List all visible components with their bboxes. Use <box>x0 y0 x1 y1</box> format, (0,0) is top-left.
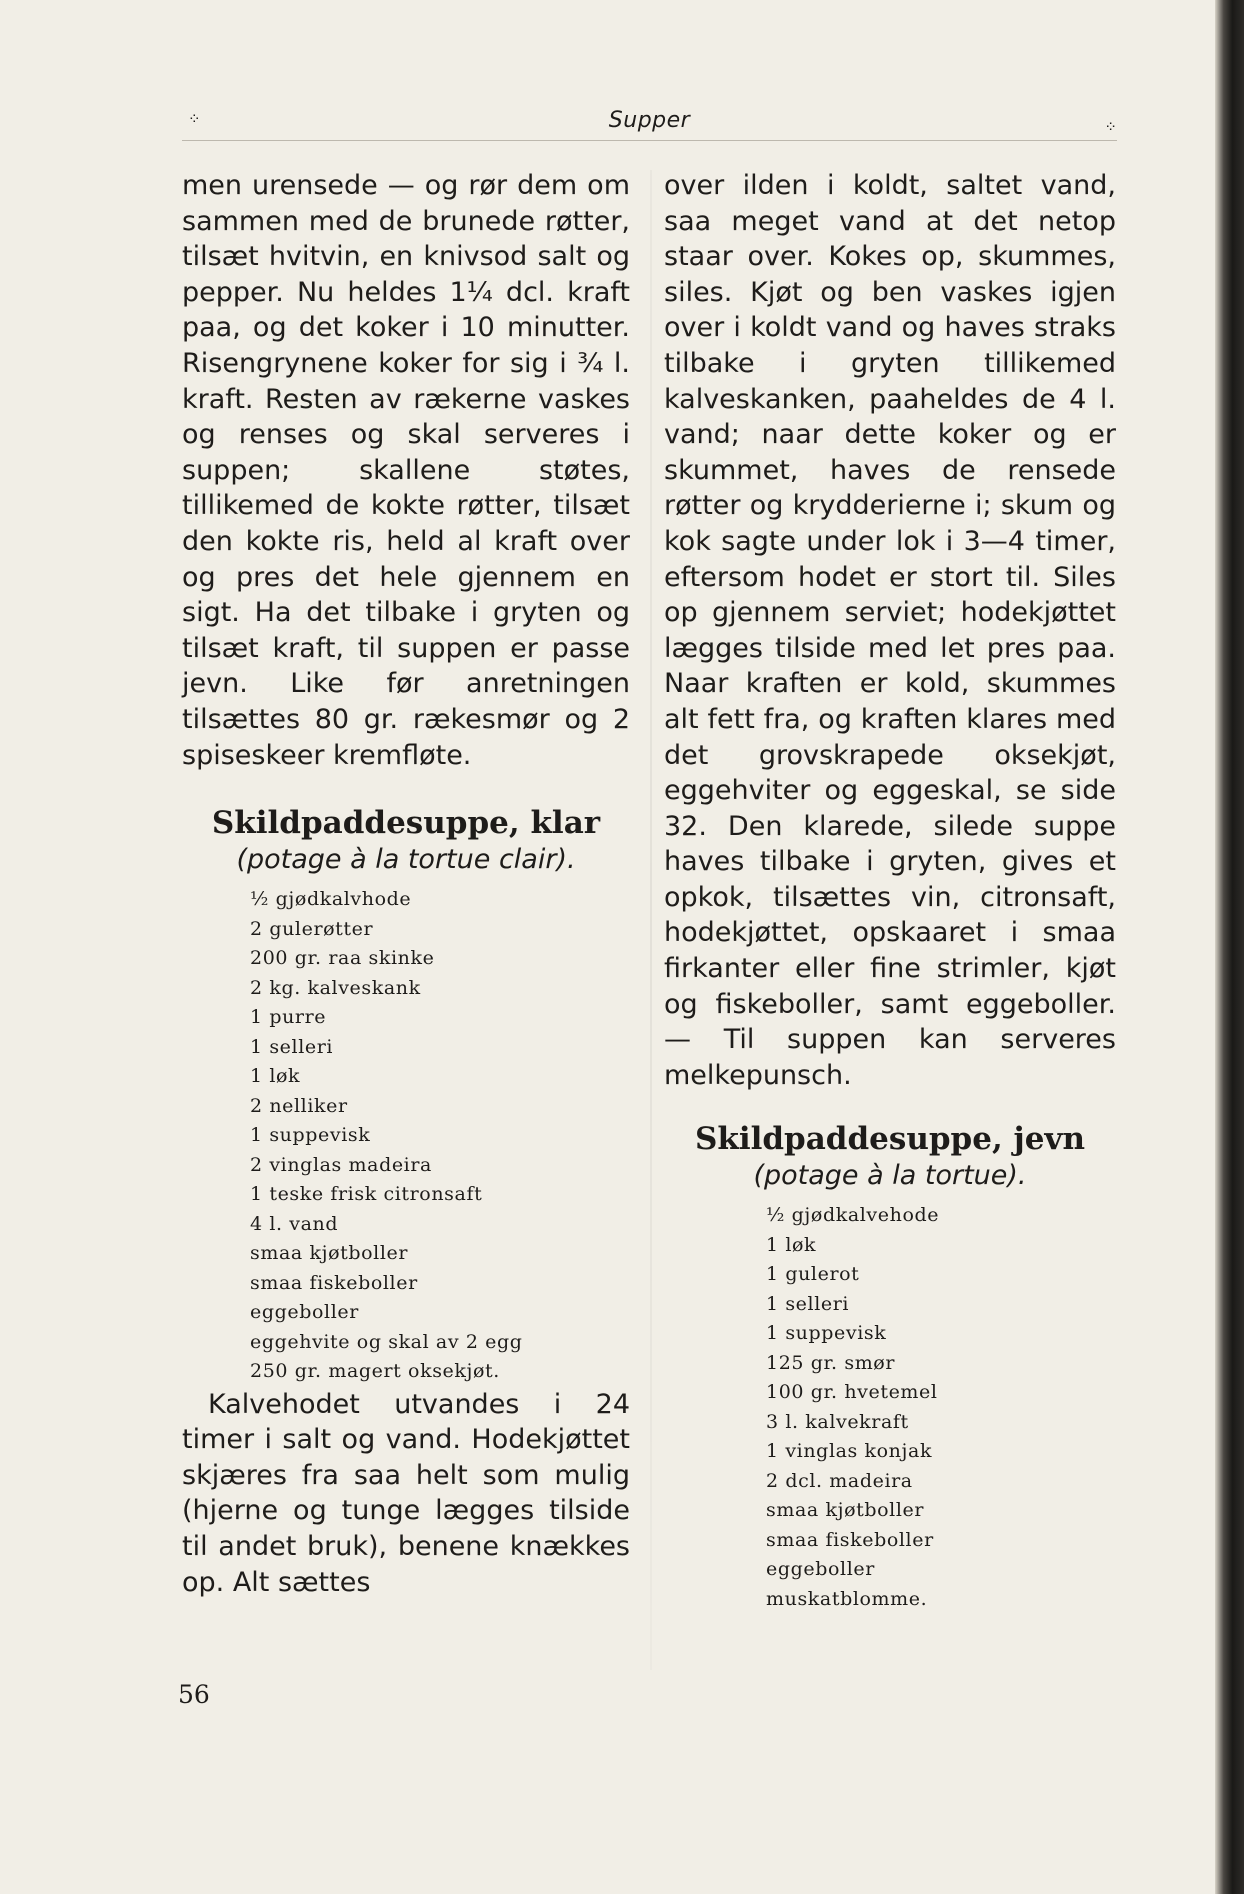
ingredient-item: 100 gr. hvetemel <box>766 1381 938 1404</box>
header-rule <box>182 140 1117 141</box>
recipe-title-jevn: Skildpaddesuppe, jevn <box>694 1121 1086 1158</box>
ingredient-item: smaa kjøtboller <box>250 1242 409 1265</box>
header-ornament-left: ⁘ <box>188 110 201 128</box>
ingredient-item: 2 kg. kalveskank <box>250 976 421 999</box>
ingredient-item: 2 nelliker <box>250 1094 348 1117</box>
ingredient-item: eggeboller <box>766 1558 875 1581</box>
ingredient-item: eggeboller <box>250 1301 359 1324</box>
ingredient-item: ½ gjødkalvehode <box>766 1204 940 1227</box>
ingredient-item: 1 suppevisk <box>766 1322 887 1345</box>
ingredient-item: smaa kjøtboller <box>766 1499 925 1522</box>
header-ornament-right: ⁘ <box>1104 118 1117 136</box>
ingredient-item: 1 vinglas konjak <box>766 1440 933 1463</box>
ingredient-item: 250 gr. magert oksekjøt. <box>250 1360 500 1383</box>
ingredient-item: ½ gjødkalvhode <box>250 888 412 911</box>
ingredient-item: 1 løk <box>250 1065 301 1088</box>
left-column <box>182 168 630 1600</box>
intro-paragraph: men urensede — og rør dem om sammen med de brunede røtter, tilsæt hvitvin, en knivsod salt og pepper. Nu heldes 1¼ dcl. kraft paa, og det koker i 10 minutter. Risengrynene koker for sig i ¾ l. kraft. Resten av rækerne vaskes og renses og skal serveres i suppen; skallene støtes, tillikemed de kokte røtter, tilsæt den kokte ris, held al kraft over og pres det hele gjennem en sigt. Ha det tilbake i gryten og tilsæt kraft, til suppen er passe jevn. Like før anretningen tilsættes 80 gr. rækesmør og 2 spiseskeer kremfløte. <box>182 170 630 771</box>
running-header-title: Supper <box>608 108 691 133</box>
recipe-subtitle-jevn: (potage à la tortue). <box>753 1160 1027 1192</box>
ingredient-list-klar <box>182 885 630 1387</box>
ingredient-item: 1 suppevisk <box>250 1124 371 1147</box>
ingredient-item: 1 selleri <box>250 1035 334 1058</box>
recipe-title-klar: Skildpaddesuppe, klar <box>211 805 601 842</box>
ingredient-item: 4 l. vand <box>250 1212 339 1235</box>
ingredient-item: 1 selleri <box>766 1292 850 1315</box>
ingredient-item: eggehvite og skal av 2 egg <box>250 1330 523 1353</box>
right-column <box>664 168 1116 1614</box>
ingredient-item: 3 l. kalvekraft <box>766 1410 909 1433</box>
continued-paragraph: over ilden i koldt, saltet vand, saa meget vand at det netop staar over. Kokes op, skummes, siles. Kjøt og ben vaskes igjen over i koldt vand og haves straks tilbake i gryten tillikemed kalveskanken, paaheldes de 4 l. vand; naar dette koker og er skummet, haves de rensede røtter og krydderierne i; skum og kok sagte under lok i 3—4 timer, eftersom hodet er stort til. Siles op gjennem serviet; hodekjøttet lægges tilside med let pres paa. Naar kraften er kold, skummes alt fett fra, og kraften klares med det grovskrapede oksekjøt, eggehviter og eggeskal, se side 32. Den klarede, silede suppe haves tilbake i gryten, gives et opkok, tilsættes vin, citronsaft, hodekjøttet, opskaaret i smaa firkanter eller fine strimler, kjøt og fiskeboller, samt eggeboller. — Til suppen kan serveres melkepunsch. <box>664 170 1116 1091</box>
ingredient-item: 2 vinglas madeira <box>250 1153 432 1176</box>
ingredient-item: smaa fiskeboller <box>250 1271 418 1294</box>
ingredient-list-jevn <box>664 1201 1116 1614</box>
ingredient-item: 125 gr. smør <box>766 1351 896 1374</box>
ingredient-item: 200 gr. raa skinke <box>250 947 435 970</box>
ingredient-item: muskatblomme. <box>766 1587 928 1610</box>
running-header <box>182 104 1117 144</box>
recipe-subtitle-klar: (potage à la tortue clair). <box>236 844 576 876</box>
ingredient-item: smaa fiskeboller <box>766 1528 934 1551</box>
ingredient-item: 1 gulerot <box>766 1263 860 1286</box>
column-gutter <box>650 170 652 1670</box>
ingredient-item: 2 gulerøtter <box>250 917 374 940</box>
method-paragraph: Kalvehodet utvandes i 24 timer i salt og vand. Hodekjøttet skjæres fra saa helt som mulig (hjerne og tunge lægges tilside til andet bruk), benene knækkes op. Alt sættes <box>182 1388 630 1598</box>
ingredient-item: 1 purre <box>250 1006 327 1029</box>
page-number: 56 <box>178 1680 210 1709</box>
ingredient-item: 1 løk <box>766 1233 817 1256</box>
book-spine-edge <box>1215 0 1244 1894</box>
ingredient-item: 2 dcl. madeira <box>766 1469 913 1492</box>
ingredient-item: 1 teske frisk citronsaft <box>250 1183 483 1206</box>
